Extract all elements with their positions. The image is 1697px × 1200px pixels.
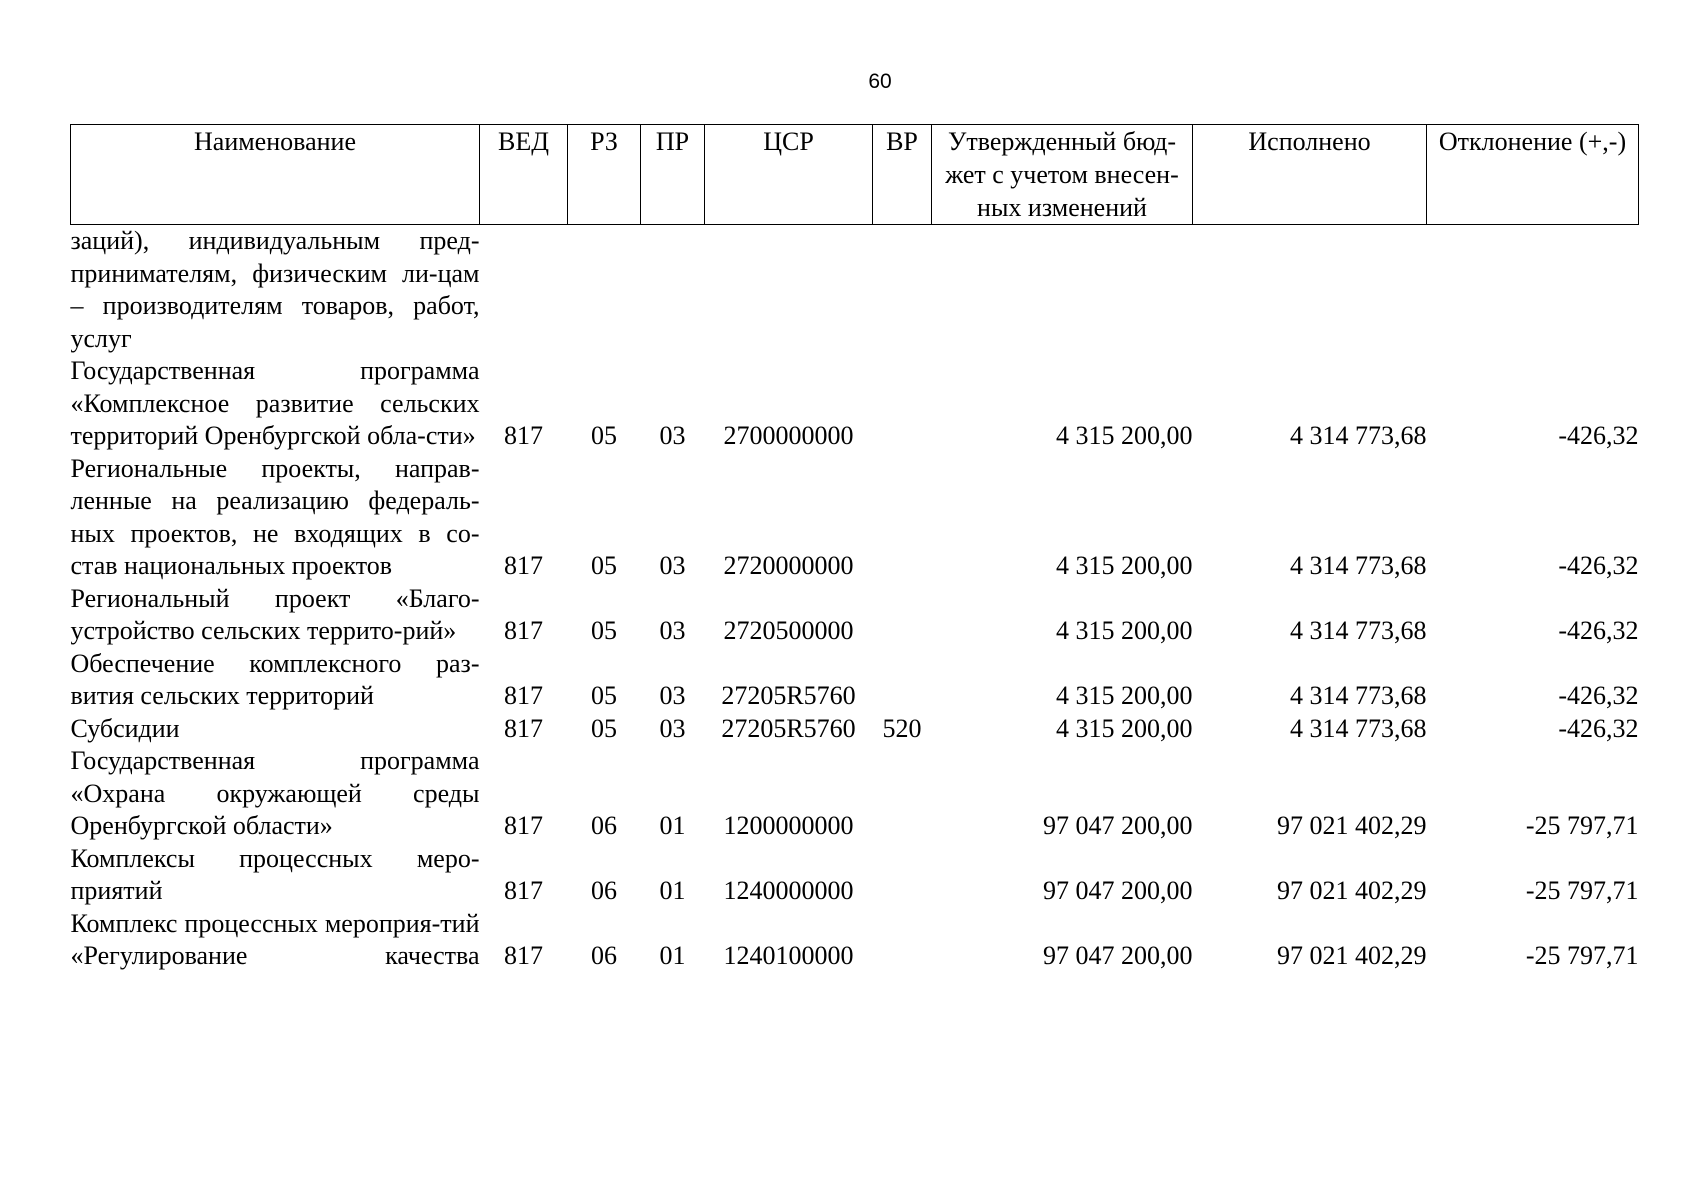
row-pr: 01 bbox=[659, 941, 686, 970]
row-ved: 817 bbox=[504, 421, 543, 450]
row-csr: 2720500000 bbox=[723, 616, 854, 645]
row-rz: 05 bbox=[591, 681, 617, 710]
row-rz: 05 bbox=[591, 421, 617, 450]
row-csr bbox=[705, 225, 873, 356]
row-vr bbox=[873, 745, 932, 843]
row-approved: 4 315 200,00 bbox=[1056, 713, 1193, 743]
row-vr bbox=[873, 908, 932, 973]
row-executed: 4 314 773,68 bbox=[1290, 713, 1427, 743]
row-deviation: -25 797,71 bbox=[1525, 876, 1639, 905]
row-ved bbox=[480, 225, 568, 356]
row-name: Комплексы процессных меро-приятий bbox=[70, 843, 480, 905]
row-pr: 01 bbox=[659, 811, 686, 840]
row-pr bbox=[641, 225, 705, 356]
row-ved: 817 bbox=[504, 551, 543, 580]
row-vr bbox=[873, 225, 932, 356]
table-row bbox=[71, 648, 1639, 713]
row-deviation: -426,32 bbox=[1558, 681, 1639, 710]
table-row bbox=[71, 745, 1639, 843]
row-csr: 1240100000 bbox=[723, 941, 854, 970]
row-deviation: -426,32 bbox=[1558, 616, 1639, 645]
row-csr: 27205R5760 bbox=[721, 681, 856, 710]
row-name: Региональные проекты, направ-ленные на реализацию федераль-ных проектов, не входящих в со-став национальных проектов bbox=[70, 453, 480, 580]
row-deviation: -426,32 bbox=[1558, 421, 1639, 450]
table-header bbox=[71, 125, 1639, 225]
row-csr: 27205R5760 bbox=[721, 713, 856, 743]
row-ved: 817 bbox=[504, 616, 543, 645]
row-ved: 817 bbox=[504, 876, 543, 905]
table-row bbox=[71, 713, 1639, 746]
row-executed bbox=[1193, 225, 1427, 356]
row-rz: 05 bbox=[591, 713, 617, 743]
table-row bbox=[71, 355, 1639, 453]
row-approved: 4 315 200,00 bbox=[1056, 681, 1193, 710]
row-name: заций), индивидуальным пред-принимателям, физическим ли-цам – производителям товаров, работ, услуг bbox=[70, 226, 480, 353]
header-executed: Исполнено bbox=[1193, 125, 1427, 225]
row-approved: 97 047 200,00 bbox=[1043, 876, 1193, 905]
row-name: Региональный проект «Благо-устройство сельских террито-рий» bbox=[70, 583, 480, 645]
row-rz: 06 bbox=[591, 941, 617, 970]
row-approved bbox=[932, 225, 1193, 356]
row-deviation: -426,32 bbox=[1558, 713, 1639, 743]
row-approved: 4 315 200,00 bbox=[1056, 421, 1193, 450]
budget-execution-table bbox=[70, 124, 1639, 973]
row-approved: 97 047 200,00 bbox=[1043, 811, 1193, 840]
row-executed: 4 314 773,68 bbox=[1290, 681, 1427, 710]
row-pr: 03 bbox=[659, 551, 686, 580]
header-csr: ЦСР bbox=[705, 125, 873, 225]
row-rz: 05 bbox=[591, 551, 617, 580]
table-row bbox=[71, 225, 1639, 356]
row-vr: 520 bbox=[882, 713, 922, 743]
row-executed: 4 314 773,68 bbox=[1290, 421, 1427, 450]
row-executed: 4 314 773,68 bbox=[1290, 616, 1427, 645]
row-csr: 2720000000 bbox=[723, 551, 854, 580]
row-executed: 97 021 402,29 bbox=[1277, 811, 1427, 840]
table-row bbox=[71, 453, 1639, 583]
row-csr: 2700000000 bbox=[723, 421, 854, 450]
row-csr: 1240000000 bbox=[723, 876, 854, 905]
row-ved: 817 bbox=[504, 681, 543, 710]
row-executed: 97 021 402,29 bbox=[1277, 876, 1427, 905]
row-deviation bbox=[1427, 225, 1639, 356]
row-rz: 05 bbox=[591, 616, 617, 645]
row-rz bbox=[568, 225, 641, 356]
table-row bbox=[71, 908, 1639, 973]
row-vr bbox=[873, 355, 932, 453]
row-approved: 4 315 200,00 bbox=[1056, 616, 1193, 645]
row-pr: 03 bbox=[659, 616, 686, 645]
row-ved: 817 bbox=[504, 713, 543, 743]
row-name: Государственная программа «Охрана окружающей среды Оренбургской области» bbox=[70, 746, 480, 840]
row-ved: 817 bbox=[504, 941, 543, 970]
row-vr bbox=[873, 583, 932, 648]
row-vr bbox=[873, 843, 932, 908]
header-approved-budget: Утвержденный бюд-жет с учетом внесен-ных изменений bbox=[932, 125, 1193, 225]
row-rz: 06 bbox=[591, 876, 617, 905]
header-rz: РЗ bbox=[568, 125, 641, 225]
row-approved: 4 315 200,00 bbox=[1056, 551, 1193, 580]
row-name: Обеспечение комплексного раз-вития сельских территорий bbox=[70, 648, 480, 710]
row-executed: 97 021 402,29 bbox=[1277, 941, 1427, 970]
row-deviation: -426,32 bbox=[1558, 551, 1639, 580]
row-rz: 06 bbox=[591, 811, 617, 840]
row-pr: 03 bbox=[659, 421, 686, 450]
header-pr: ПР bbox=[641, 125, 705, 225]
row-csr: 1200000000 bbox=[723, 811, 854, 840]
header-deviation: Отклонение (+,-) bbox=[1427, 125, 1639, 225]
row-vr bbox=[873, 453, 932, 583]
row-pr: 03 bbox=[659, 681, 686, 710]
row-approved: 97 047 200,00 bbox=[1043, 941, 1193, 970]
row-deviation: -25 797,71 bbox=[1525, 811, 1639, 840]
row-name: Субсидии bbox=[70, 713, 180, 743]
row-name: Комплекс процессных мероприя-тий «Регулирование качества bbox=[70, 908, 480, 970]
table-row bbox=[71, 583, 1639, 648]
header-vr: ВР bbox=[873, 125, 932, 225]
row-vr bbox=[873, 648, 932, 713]
row-ved: 817 bbox=[504, 811, 543, 840]
row-deviation: -25 797,71 bbox=[1525, 941, 1639, 970]
row-executed: 4 314 773,68 bbox=[1290, 551, 1427, 580]
page-number: 60 bbox=[868, 70, 892, 93]
header-row bbox=[71, 125, 1639, 225]
row-pr: 01 bbox=[659, 876, 686, 905]
header-name: Наименование bbox=[71, 125, 480, 225]
header-ved: ВЕД bbox=[480, 125, 568, 225]
row-name: Государственная программа «Комплексное развитие сельских территорий Оренбургской обла-сти» bbox=[70, 356, 480, 450]
table-row bbox=[71, 843, 1639, 908]
row-pr: 03 bbox=[659, 713, 686, 743]
